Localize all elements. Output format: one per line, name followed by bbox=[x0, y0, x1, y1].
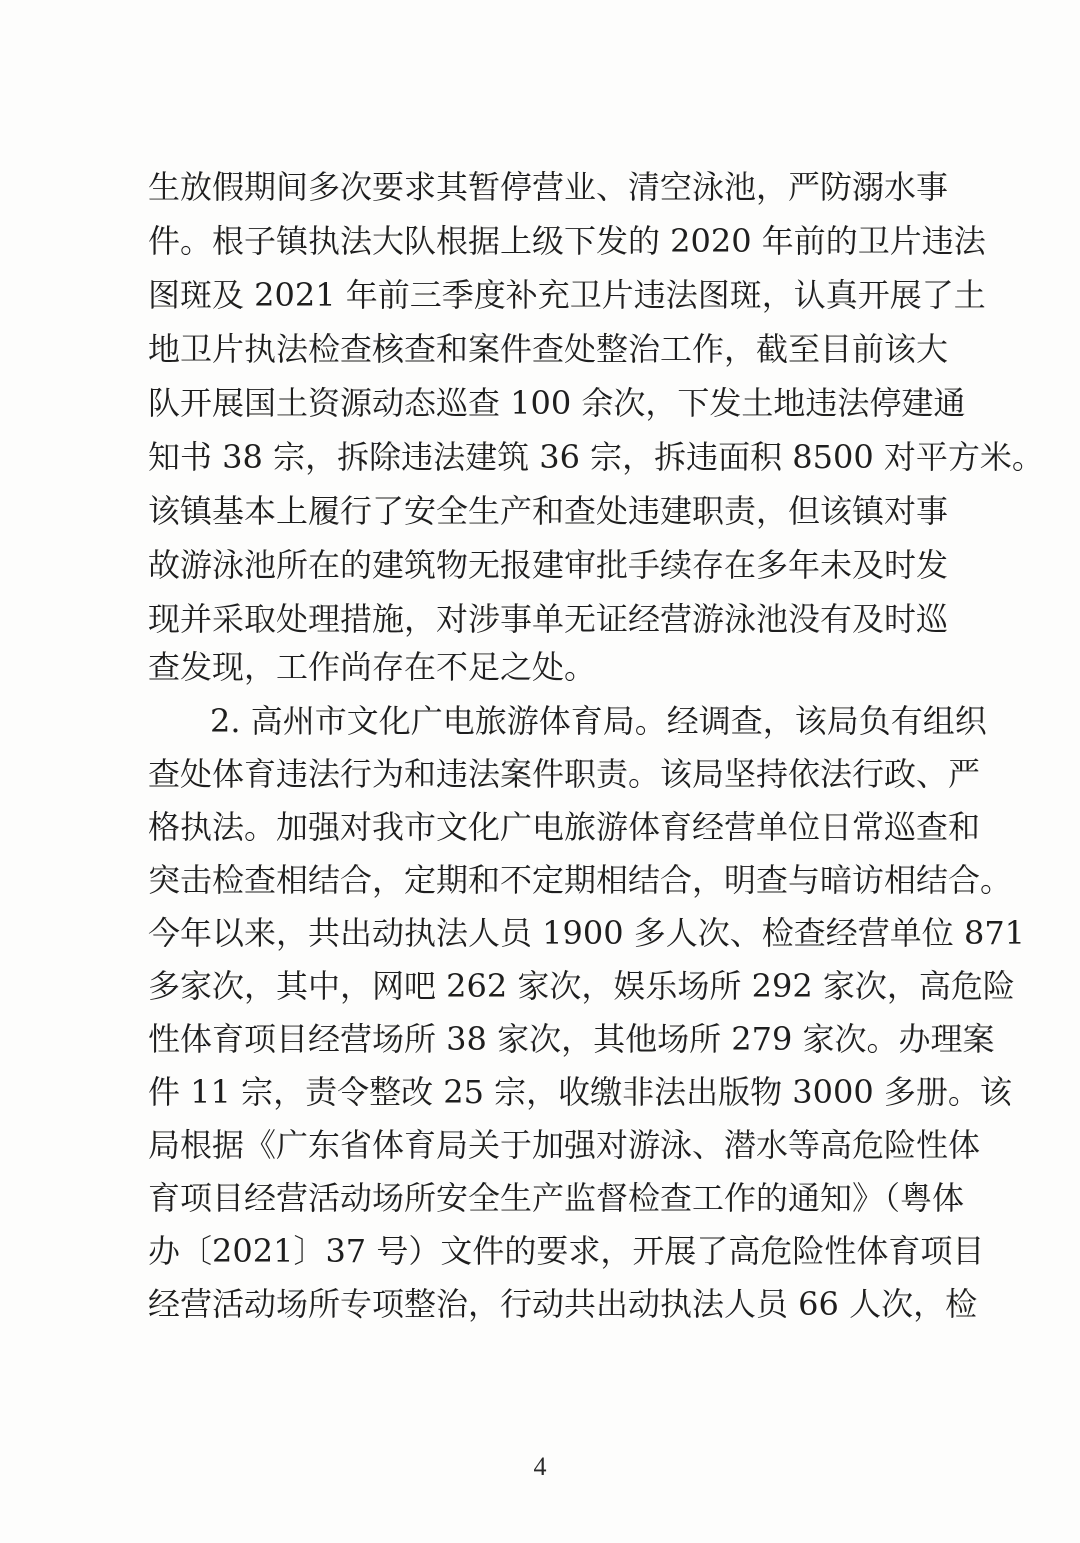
text-line: 突击检查相结合，定期和不定期相结合，明查与暗访相结合。 bbox=[148, 861, 1013, 899]
text-line: 现并采取处理措施，对涉事单无证经营游泳池没有及时巡 bbox=[148, 600, 949, 638]
text-line: 件。根子镇执法大队根据上级下发的 2020 年前的卫片违法 bbox=[148, 222, 986, 260]
text-line: 格执法。加强对我市文化广电旅游体育经营单位日常巡查和 bbox=[148, 808, 981, 846]
text-line: 育项目经营活动场所安全生产监督检查工作的通知》（粤体 bbox=[148, 1179, 965, 1217]
text-line: 知书 38 宗，拆除违法建筑 36 宗，拆违面积 8500 对平方米。 bbox=[148, 438, 1044, 476]
text-line: 多家次，其中，网吧 262 家次，娱乐场所 292 家次，高危险 bbox=[148, 967, 1015, 1005]
text-line: 办〔2021〕37 号）文件的要求，开展了高危险性体育项目 bbox=[148, 1232, 985, 1270]
text-line: 今年以来，共出动执法人员 1900 多人次、检查经营单位 871 bbox=[148, 914, 1026, 952]
text-line: 地卫片执法检查核查和案件查处整治工作，截至目前该大 bbox=[148, 330, 949, 368]
page-number: 4 bbox=[533, 1452, 547, 1481]
text-line: 图斑及 2021 年前三季度补充卫片违法图斑，认真开展了土 bbox=[148, 276, 986, 314]
text-line: 性体育项目经营场所 38 家次，其他场所 279 家次。办理案 bbox=[148, 1020, 995, 1058]
text-line: 查处体育违法行为和违法案件职责。该局坚持依法行政、严 bbox=[148, 755, 981, 793]
paragraph-start-line: 2. 高州市文化广电旅游体育局。经调查，该局负有组织 bbox=[210, 702, 987, 740]
text-line: 生放假期间多次要求其暂停营业、清空泳池，严防溺水事 bbox=[148, 168, 949, 206]
text-line: 局根据《广东省体育局关于加强对游泳、潜水等高危险性体 bbox=[148, 1126, 981, 1164]
text-line: 查发现，工作尚存在不足之处。 bbox=[148, 648, 597, 686]
text-line: 经营活动场所专项整治，行动共出动执法人员 66 人次，检 bbox=[148, 1285, 978, 1323]
text-line: 件 11 宗，责令整改 25 宗，收缴非法出版物 3000 多册。该 bbox=[148, 1073, 1012, 1111]
text-line: 队开展国土资源动态巡查 100 余次，下发土地违法停建通 bbox=[148, 384, 966, 422]
text-line: 故游泳池所在的建筑物无报建审批手续存在多年未及时发 bbox=[148, 546, 949, 584]
text-line: 该镇基本上履行了安全生产和查处违建职责，但该镇对事 bbox=[148, 492, 949, 530]
